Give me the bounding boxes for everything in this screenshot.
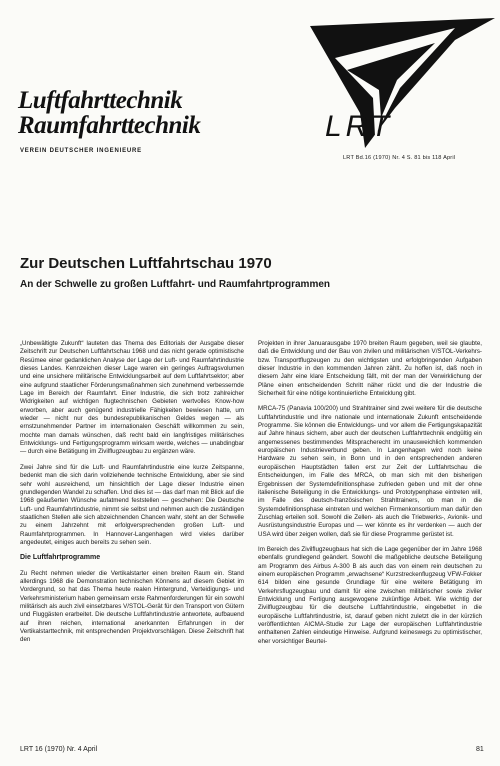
paragraph: MRCA-75 (Panavia 100/200) und Strahltrainer sind zwei weitere für die deutsche Luftfahrtindustrie und ihre nationale und internationale Zukunft entscheidende Programme. Sie können die Entwicklungs- und vor allem die Fertigungskapazität auf Jahre hinaus sichern, aber auch der deutschen Luftfahrttechnik endgültig ein angemessenes bestimmendes Mitspracherecht im unausweichlich kommenden europäischen Industrieverbund geben. In Langenhagen wird noch keine Hardware zu sehen sein, in Bonn und in den entsprechenden anderen europäischen Hauptstädten fallen erst zur Zeit der Luftfahrtschau die Entscheidungen, im Falle des MRCA, ob man sich mit den bisherigen Ergebnissen der Systemdefinitionsphase zufrieden geben und mit der ohne italienische Beteiligung in die Entwicklungs- und Prototypenphase eintreten will, im Falle des deutsch-französischen Strahltrainers, ob man in die Systemdefinitionsphase eintreten und welchen Firmenkonsortium man dafür den Zuschlag erteilen soll. Sowohl die Zellen- als auch die Triebwerks-, Avionik- und Ausrüstungsindustrie Europas und — wer könnte es ihr verdenken — auch der USA wird über zeigen wollen, daß sie für diese Programme gerüstet ist.	[258, 405, 482, 538]
paragraph: Zu Recht nehmen wieder die Vertikalstarter einen breiten Raum ein. Stand allerdings 1968 die Demonstration technischen Könnens auf diesem Gebiet im Vordergrund, so hat das Thema heute realen Hintergrund, Verteidigungs- und Verkehrsministerium haben gemeinsam erste Rahmenforderungen für ein sowohl militärisch als auch zivil einsetzbares V/STOL-Gerät für den Transport von Gütern und Fluggästen erarbeitet. Die deutsche Luftfahrtindustrie antwortete, aufbauend auf ihren reichen, international anerkannten Erfahrungen in der Vertikalstarttechnik, mit entsprechenden Projektvorschlägen. Diese Zeitschrift hat den	[20, 569, 244, 644]
article-right-column	[258, 340, 482, 653]
page-number: 81	[476, 746, 484, 753]
article-subtitle: An der Schwelle zu großen Luftfahrt- und Raumfahrtprogrammen	[20, 279, 331, 290]
masthead-title-line2: Raumfahrttechnik	[18, 112, 201, 139]
paragraph: Zwei Jahre sind für die Luft- und Raumfahrtindustrie eine kurze Zeitspanne, bedenkt man die sich darin vollziehende technische Entwicklung, aber sie sind sehr wohl ausreichend, um hinsichtlich der Lage dieser Industrie einen grundlegenden Wandel zu schaffen. Und dies ist — das darf man mit Blick auf die 1968 geäußerten Wünsche aufatmend feststellen — geschehen: Die Deutsche Luft- und Raumfahrtindustrie, nimmt sie selbst und nehmen auch die zuständigen staatlichen Stellen alle sich abzeichnenden Chancen wahr, steht an der Schwelle zu einem Jahrzehnt mit erfolgversprechenden großen Luft- und Raumfahrtprogrammen. In Hannover-Langenhagen wird vieles darüber angedeutet, einiges auch bereits zu sehen sein.	[20, 463, 244, 546]
lrt-logo	[305, 18, 495, 153]
article-title: Zur Deutschen Luftfahrtschau 1970	[20, 255, 272, 272]
masthead-title-line1: Luftfahrttechnik	[18, 87, 183, 114]
paragraph: „Unbewältigte Zukunft“ lauteten das Thema des Editorials der Ausgabe dieser Zeitschrift zur Deutschen Luftfahrtschau 1968 und das nicht gerade optimistische Resümee einer gedanklichen Analyse der Lage der Luft- und Raumfahrtindustrie dieses Landes. Kennzeichen dieser Lage waren ein geringes Auftragsvolumen und eine unsichere militärische Entwicklungsarbeit auf dem Luftfahrtsektor; aber eine aufgrund staatlicher Förderungsmaßnahmen sich zunehmend verbessernde Lage im Bereich der Raumfahrt. Einer Industrie, die sich trotz zahlreicher Widrigkeiten auf wichtigen flugtechnischen Gebieten wertvolles Know-how erworben, aber auch genügend industrielle Fähigkeiten bewiesen hatte, um wieder — nicht nur des bundesrepublikanischen Geldes wegen — als ernstzunehmender Partner im internationalen Geschäft willkommen zu sein, mochte man damals wünschen, daß recht bald ein langfristiges militärisches Entwicklungs- und Fertigungsprogramm wirksam werde, welches — unabdingbar — durch eine Betätigung im Zivilflugzeugbau zu ergänzen wäre.	[20, 340, 244, 456]
article-left-column	[20, 340, 244, 652]
masthead-society: VEREIN DEUTSCHER INGENIEURE	[20, 148, 142, 154]
logo-text: LRT	[325, 110, 394, 143]
paragraph: Im Bereich des Zivilflugzeugbaus hat sich die Lage gegenüber der im Jahre 1968 ebenfalls grundlegend geändert. Sowohl die maßgebliche deutsche Beteiligung am Programm des Airbus A-300 B als auch das von einem rein deutschen zu einem europäischen Programm „erwachsene“ Kurzstreckenflugzeug VFW-Fokker 614 bilden eine gesunde Grundlage für eine weitere Betätigung im Verkehrsflugzeugbau und damit für eine zwischen militärischer sowie ziviler Entwicklung und Fertigung ausgewogene zukünftige Arbeit. Wie wichtig der Zivilflugzeugbau für die deutsche Luftfahrtindustrie, eingebettet in die europäische Luftfahrtindustrie, ist, darauf geben nicht zuletzt die in der kürzlich veröffentlichten AICMA-Studie zur Lage der europäischen Luftfahrtindustrie enthaltenen Zahlen eindeutige Hinweise. Aufgrund keineswegs zu optimistischer, eher vorsichtiger Beurtei-	[258, 545, 482, 645]
section-heading: Die Luftfahrtprogramme	[20, 554, 101, 562]
paragraph: Projekten in ihrer Januarausgabe 1970 breiten Raum gegeben, weil sie glaubte, daß die Entwicklung und der Bau von zivilen und militärischen V/STOL-Verkehrs- bzw. Transportflugzeugen zu den wichtigsten und erfolgbringenden Aufgaben dieser Industrie in den kommenden Jahren zählt. Zu hoffen ist, daß noch in diesem Jahr eine klare Entscheidung fällt, mit der man der Verwirklichung der Pläne einen entscheidenden Schritt näher rückt und die der Industrie die Sicherheit für eine nötige kontinuierliche Entwicklung gibt.	[258, 340, 482, 398]
footer-citation: LRT 16 (1970) Nr. 4 April	[20, 746, 98, 753]
issue-info: LRT Bd.16 (1970) Nr. 4 S. 81 bis 118 April	[343, 155, 456, 161]
